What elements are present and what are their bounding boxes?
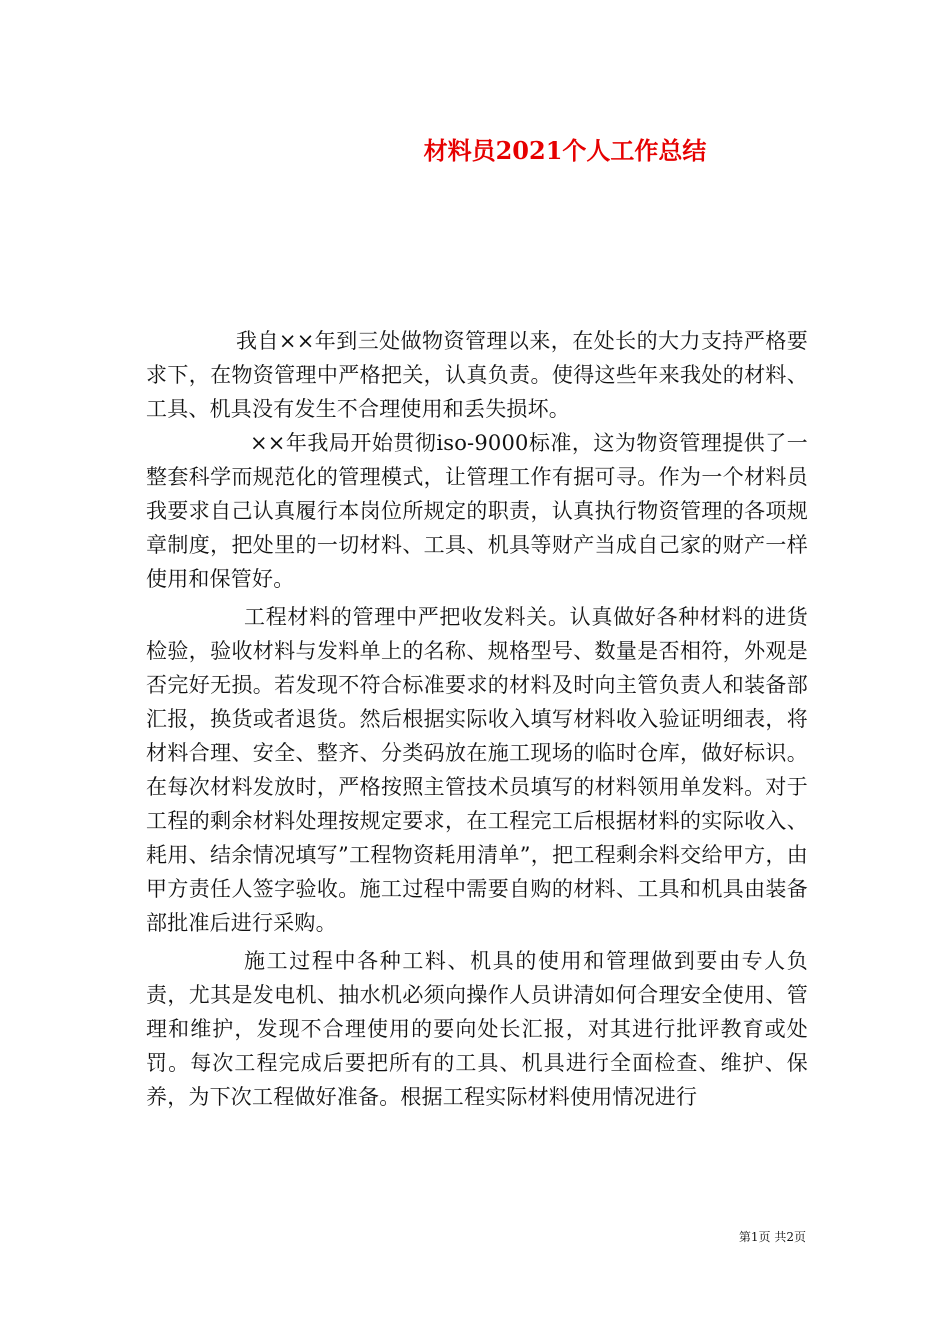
paragraph-4: 施工过程中各种工料、机具的使用和管理做到要由专人负责，尤其是发电机、抽水机必须向操作人员讲清如何合理安全使用、管理和维护，发现不合理使用的要向处长汇报，对其进行批评教育或处罚。每次工程完成后要把所有的工具、机具进行全面检查、维护、保养，为下次工程做好准备。根据工程实际材料使用情况进行 — [146, 949, 808, 1109]
paragraph-1: 我自××年到三处做物资管理以来，在处长的大力支持严格要求下，在物资管理中严格把关，认真负责。使得这些年来我处的材料、工具、机具没有发生不合理使用和丢失损坏。 — [146, 329, 808, 421]
page-number-footer: 第1页 共2页 — [738, 1230, 806, 1244]
document-body — [146, 324, 808, 1114]
page-title: 材料员2021个人工作总结 — [423, 136, 707, 165]
paragraph-3: 工程材料的管理中严把收发料关。认真做好各种材料的进货检验，验收材料与发料单上的名称、规格型号、数量是否相符，外观是否完好无损。若发现不符合标准要求的材料及时向主管负责人和装备部汇报，换货或者退货。然后根据实际收入填写材料收入验证明细表，将材料合理、安全、整齐、分类码放在施工现场的临时仓库，做好标识。在每次材料发放时，严格按照主管技术员填写的材料领用单发料。对于工程的剩余材料处理按规定要求，在工程完工后根据材料的实际收入、耗用、结余情况填写”工程物资耗用清单”，把工程剩余料交给甲方，由甲方责任人签字验收。施工过程中需要自购的材料、工具和机具由装备部批准后进行采购。 — [146, 605, 808, 935]
paragraph-2: ××年我局开始贯彻iso-9000标准，这为物资管理提供了一整套科学而规范化的管理模式，让管理工作有据可寻。作为一个材料员我要求自己认真履行本岗位所规定的职责，认真执行物资管理的各项规章制度，把处里的一切材料、工具、机具等财产当成自己家的财产一样使用和保管好。 — [146, 431, 808, 591]
